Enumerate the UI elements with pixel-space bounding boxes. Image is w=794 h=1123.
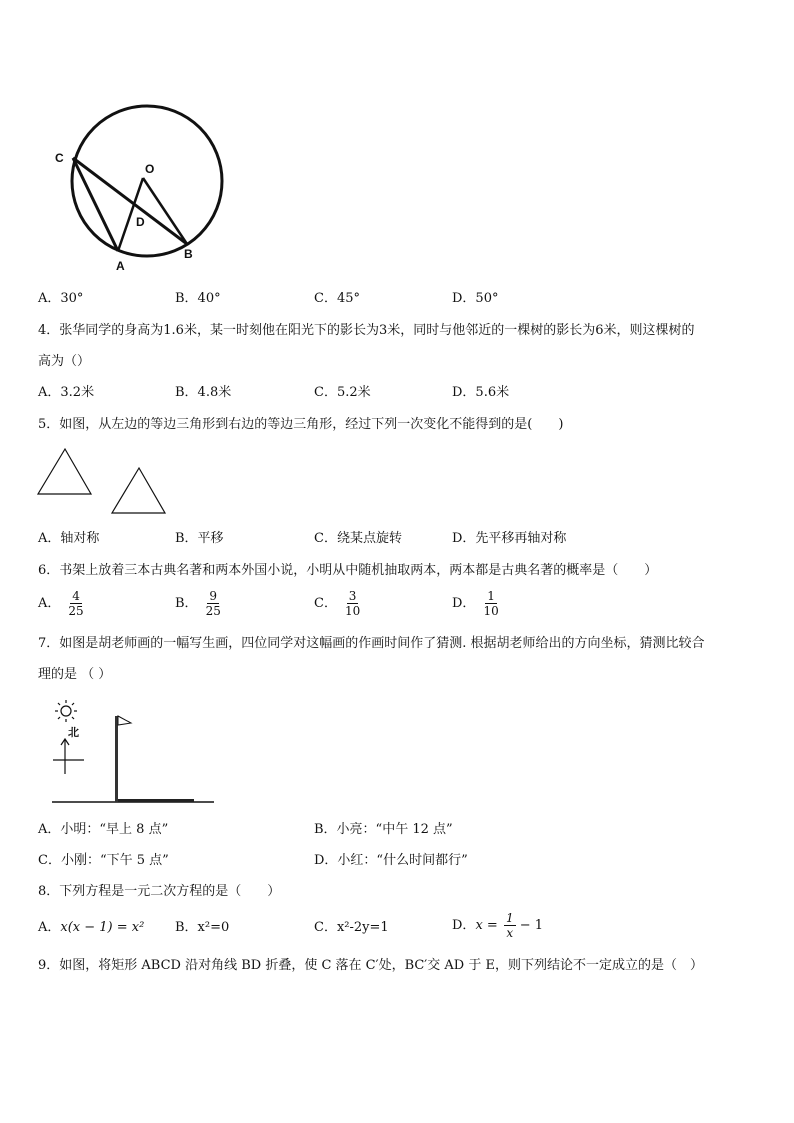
q6-option-a-denominator: 25 bbox=[68, 604, 84, 618]
q7-option-a[interactable]: A．小明：“早上 8 点” bbox=[38, 822, 169, 837]
q3-label-a: A bbox=[116, 259, 125, 273]
q8-option-d-fraction bbox=[504, 911, 516, 940]
q8-option-d-prefix: D． bbox=[452, 918, 476, 933]
q6-option-c-numerator: 3 bbox=[348, 589, 357, 603]
q8-option-d[interactable] bbox=[452, 911, 543, 940]
sun-icon bbox=[55, 700, 77, 722]
q6-option-b-numerator: 9 bbox=[209, 589, 218, 603]
q3-option-d[interactable]: D．50° bbox=[452, 291, 499, 306]
q7-stem-line1: 7．如图是胡老师画的一幅写生画，四位同学对这幅画的作画时间作了猜测. 根据胡老师给出的方向坐标，猜测比较合 bbox=[38, 636, 705, 651]
q8-option-c[interactable]: C．x²-2y=1 bbox=[314, 920, 389, 935]
q3-option-c[interactable]: C．45° bbox=[314, 291, 360, 306]
q6-option-c-prefix: C． bbox=[314, 596, 337, 611]
q8-option-d-rhs: − 1 bbox=[515, 918, 544, 933]
q8-option-d-lhs: x = bbox=[475, 918, 502, 933]
q5-option-d[interactable]: D．先平移再轴对称 bbox=[452, 531, 567, 546]
q5-option-a[interactable]: A．轴对称 bbox=[38, 531, 100, 546]
q4-stem-line1: 4．张华同学的身高为1.6米，某一时刻他在阳光下的影长为3米，同时与他邻近的一棵树的影长为6米，则这棵树的 bbox=[38, 323, 695, 338]
q5-stem: 5．如图，从左边的等边三角形到右边的等边三角形，经过下列一次变化不能得到的是( ) bbox=[38, 417, 564, 432]
q3-option-a[interactable]: A．30° bbox=[38, 291, 84, 306]
q3-label-o: O bbox=[145, 162, 155, 176]
q4-stem-line2: 高为（） bbox=[38, 354, 91, 369]
q4-option-d[interactable]: D．5.6米 bbox=[452, 385, 510, 400]
q7-stem-line2: 理的是 （ ） bbox=[38, 667, 112, 682]
q8-option-b[interactable]: B．x²=0 bbox=[175, 920, 230, 935]
q7-flag bbox=[118, 716, 131, 725]
compass-cross-icon bbox=[53, 739, 84, 774]
q6-option-d-prefix: D． bbox=[452, 596, 476, 611]
q7-flag-pole bbox=[115, 716, 118, 802]
q5-option-c[interactable]: C．绕某点旋转 bbox=[314, 531, 402, 546]
q6-option-d-denominator: 10 bbox=[483, 604, 499, 618]
q8-option-a[interactable] bbox=[38, 919, 144, 937]
q4-option-c[interactable]: C．5.2米 bbox=[314, 385, 371, 400]
q8-stem: 8．下列方程是一元二次方程的是（ ） bbox=[38, 884, 281, 899]
q6-option-c-denominator: 10 bbox=[344, 604, 361, 618]
q3-option-b[interactable]: B．40° bbox=[175, 291, 221, 306]
q3-label-c: C bbox=[55, 151, 64, 165]
q9-stem: 9．如图，将矩形 ABCD 沿对角线 BD 折叠，使 C 落在 C′处，BC′交 AD 于 E，则下列结论不一定成立的是（ ） bbox=[38, 958, 703, 973]
q6-option-b-denominator: 25 bbox=[205, 604, 221, 618]
q3-label-d: D bbox=[136, 215, 145, 229]
q6-option-a-prefix: A． bbox=[38, 596, 61, 611]
q7-option-c[interactable]: C．小刚：“下午 5 点” bbox=[38, 853, 169, 868]
q8-option-a-expression: x(x − 1) = x² bbox=[60, 920, 145, 935]
q6-option-b-prefix: B． bbox=[175, 596, 198, 611]
q6-stem: 6．书架上放着三本古典名著和两本外国小说，小明从中随机抽取两本，两本都是古典名著的概率是（ ） bbox=[38, 563, 658, 578]
q4-option-b[interactable]: B．4.8米 bbox=[175, 385, 232, 400]
q8-option-d-numerator: 1 bbox=[505, 911, 514, 925]
q5-option-b[interactable]: B．平移 bbox=[175, 531, 224, 546]
q3-label-b: B bbox=[184, 247, 193, 261]
q8-option-d-denominator: x bbox=[506, 926, 514, 940]
q6-option-d-numerator: 1 bbox=[487, 589, 495, 603]
q7-shadow bbox=[118, 799, 194, 802]
q7-option-b[interactable]: B．小亮：“中午 12 点” bbox=[314, 822, 453, 837]
q4-option-a[interactable]: A．3.2米 bbox=[38, 385, 95, 400]
q6-option-a-numerator: 4 bbox=[72, 589, 80, 603]
q7-option-d[interactable]: D．小红：“什么时间都行” bbox=[314, 853, 468, 868]
q7-north-label: 北 bbox=[68, 726, 79, 739]
q8-option-a-prefix: A． bbox=[38, 920, 61, 935]
